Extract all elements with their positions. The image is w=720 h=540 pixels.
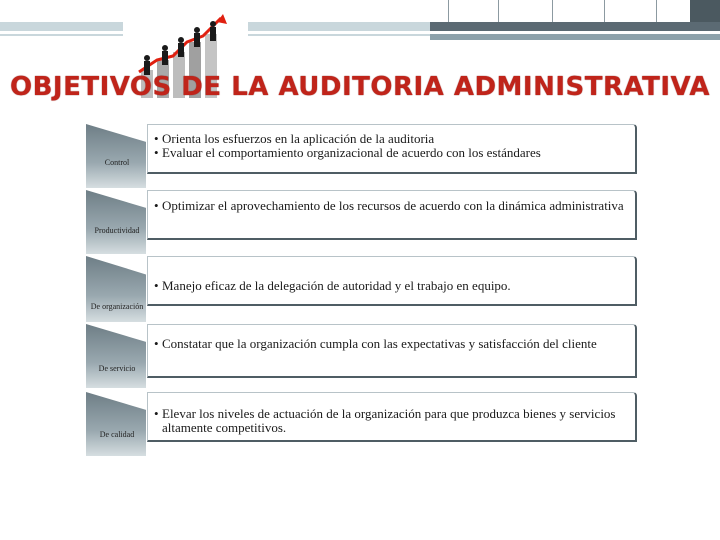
objective-bullet: • Orienta los esfuerzos en la aplicación de la auditoria	[154, 132, 635, 146]
header-stripe	[498, 0, 499, 22]
header-stripe	[552, 0, 553, 22]
objective-label-box	[86, 190, 146, 254]
objective-bullet: • Manejo eficaz de la delegación de autoridad y el trabajo en equipo.	[154, 279, 635, 293]
header-bar-thin	[430, 34, 720, 40]
objective-label: Productividad	[94, 226, 140, 235]
objective-content	[147, 256, 637, 306]
objective-label: De calidad	[99, 430, 135, 439]
objective-bullet: • Evaluar el comportamiento organizacional de acuerdo con los estándares	[154, 146, 635, 160]
header-stripe	[448, 0, 449, 22]
objective-bullet: • Elevar los niveles de actuación de la organización para que produzca bienes y servicios altamente competitivos.	[154, 407, 635, 435]
objective-label: De servicio	[98, 364, 136, 373]
objective-row-organizacion	[86, 256, 638, 322]
objective-content	[147, 124, 637, 174]
header-bar-dark	[430, 22, 720, 31]
objective-content	[147, 190, 637, 240]
objective-content	[147, 392, 637, 442]
header-corner	[690, 0, 720, 22]
header-stripe	[604, 0, 605, 22]
objective-content	[147, 324, 637, 378]
objective-label: Control	[104, 158, 130, 167]
objective-bullet: • Constatar que la organización cumpla con las expectativas y satisfacción del cliente	[154, 337, 635, 351]
page-title: OBJETIVOS DE LA AUDITORIA ADMINISTRATIVA	[10, 72, 710, 102]
objective-label-box	[86, 392, 146, 456]
objective-label: De organización	[90, 302, 144, 311]
objective-row-control	[86, 124, 638, 188]
header-stripe	[656, 0, 657, 22]
objective-label-box	[86, 324, 146, 388]
objective-label-box	[86, 124, 146, 188]
objective-row-productividad	[86, 190, 638, 254]
objective-bullet: • Optimizar el aprovechamiento de los recursos de acuerdo con la dinámica administrativa	[154, 199, 635, 213]
objective-row-servicio	[86, 324, 638, 388]
objective-label-box	[86, 256, 146, 322]
objective-row-calidad	[86, 392, 638, 456]
